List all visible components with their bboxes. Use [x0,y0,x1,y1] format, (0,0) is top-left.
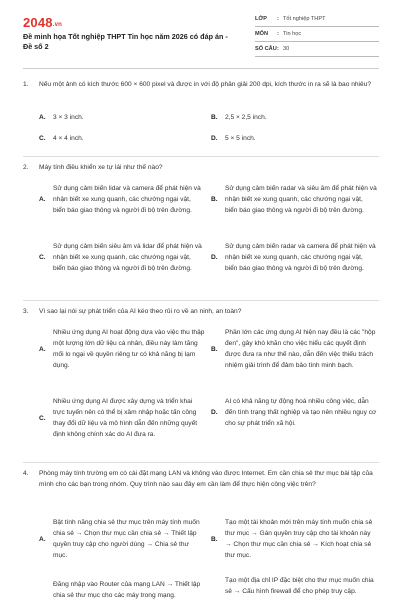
logo-main: 2048 [23,15,53,30]
question-text: Vì sao lại nói sự phát triển của AI kéo theo rủi ro về an ninh, an toàn? [39,308,242,315]
question-text: Nếu một ảnh có kích thước 600 × 600 pixel và được in với độ phân giải 200 dpi, kích thước in ra sẽ là bao nhiêu? [39,81,372,88]
logo-suffix: .vn [52,22,63,28]
option-1a[interactable] [39,113,199,124]
meta-subject-value: Tin học [283,31,302,38]
option-letter: B. [211,114,218,122]
question-number: 4. [23,470,29,477]
question-text: Máy tính điều khiển xe tự lái như thế nào? [39,164,163,171]
meta-sep: : [277,46,279,53]
option-letter: C. [39,254,46,262]
option-letter: B. [211,535,218,543]
option-text: Phần lớn các ứng dụng AI hiện nay đều là các "hộp đen", gây khó khăn cho việc hiểu các quyết định được đưa ra như thế nào, dẫn đến việc thiếu trách nhiệm giải trình để đảm bảo tính minh bạch. [225,329,376,369]
option-4b[interactable] [211,518,381,562]
option-text: Tạo một tài khoản mới trên máy tính muốn chia sẻ thư mục → Gán quyền truy cập cho tài khoản này → Chọn thư mục cần chia sẻ → Kích hoạt chia sẻ thư mục. [225,519,373,559]
option-2a[interactable] [39,184,209,217]
question-divider [23,462,379,463]
option-text: 4 × 4 inch. [53,135,84,142]
meta-count-key: SỐ CÂU [255,46,277,53]
option-3c[interactable] [39,397,209,441]
option-text: 2,5 × 2,5 inch. [225,114,267,121]
page-title: Đề minh họa Tốt nghiệp THPT Tin học năm 2026 có đáp án - Đề số 2 [23,32,228,52]
option-letter: C. [39,135,46,143]
meta-class-key: LỚP [255,16,267,23]
meta-class-value: Tốt nghiệp THPT [283,16,326,23]
option-text: Tạo một địa chỉ IP đặc biệt cho thư mục muốn chia sẻ → Cấu hình firewall để cho phép truy cập. [225,577,374,595]
option-text: 3 × 3 inch. [53,114,84,121]
question-number: 3. [23,308,29,315]
option-text: Nhiều ứng dụng AI hoạt động dựa vào việc thu thập một lượng lớn dữ liệu cá nhân, điều này làm tăng mối lo ngại về quyền riêng tư có khả năng bị lạm dụng. [53,329,205,369]
option-letter: A. [39,345,46,353]
question-divider [23,300,379,301]
option-text: Nhiều ứng dụng AI được xây dựng và triển khai trực tuyến nên có thể bị xâm nhập hoặc tấn công thay đổi dữ liệu và mô hình dẫn đến những quyết định không chính xác do AI đưa ra. [53,398,198,438]
option-letter: A. [39,114,46,122]
option-text: Bật tính năng chia sẻ thư mục trên máy tính muốn chia sẻ → Chọn thư mục cần chia sẻ → Thiết lập quyền truy cập cho người dùng → Chia sẻ thư mục. [53,519,200,559]
option-4d[interactable] [211,576,381,598]
meta-sep: : [277,16,279,23]
option-text: Đăng nhập vào Router của mạng LAN → Thiết lập chia sẻ thư mục cho các máy trong mạng. [53,581,201,599]
option-1c[interactable] [39,134,199,145]
question-number: 1. [23,81,29,88]
option-3b[interactable] [211,328,381,372]
option-3a[interactable] [39,328,209,372]
option-text: Sử dụng cảm biến radar và siêu âm để phát hiện và nhận biết xe xung quanh, các chướng ngại vật, biển báo giao thông và người đi bộ trên đường. [225,185,377,214]
option-letter: C. [39,414,46,422]
option-1b[interactable] [211,113,371,124]
option-letter: A. [39,535,46,543]
option-2d[interactable] [211,242,381,275]
meta-count-row [255,42,379,57]
question-number: 2. [23,164,29,171]
option-text: Sử dụng cảm biến siêu âm và lidar để phát hiện và nhận biết xe xung quanh, các chướng ngại vật, biển báo giao thông và người đi bộ trên đường. [53,243,202,272]
option-letter: D. [211,254,218,262]
meta-count-value: 30 [283,46,290,53]
option-text: 5 × 5 inch. [225,135,256,142]
question-divider [23,156,379,157]
meta-sep: : [277,31,279,38]
option-text: Sử dụng cảm biến lidar và camera để phát hiện và nhận biết xe xung quanh, các chướng ngại vật, biển báo giao thông và người đi bộ trên đường. [53,185,201,214]
meta-class-row [255,12,379,27]
site-logo[interactable] [23,13,62,33]
meta-subject-row [255,27,379,42]
option-2c[interactable] [39,242,209,275]
option-letter: D. [211,409,218,417]
question-3 [23,307,379,318]
option-letter: D. [211,135,218,143]
meta-subject-key: MÔN [255,31,269,38]
question-4 [23,469,379,490]
option-letter: B. [211,345,218,353]
option-4c[interactable] [39,580,209,602]
header-divider [23,68,379,69]
option-2b[interactable] [211,184,381,217]
option-letter: A. [39,196,46,204]
question-text: Phòng máy tính trường em có cài đặt mạng LAN và không vào được Internet. Em cần chia sẻ thư mục bài tập của mình cho các bạn trong nhóm. Quy trình nào sau đây em cần làm để thực hiện công việc trên? [39,470,373,488]
option-3d[interactable] [211,397,381,430]
option-text: Sử dụng cảm biến radar và camera để phát hiện và nhận biết xe xung quanh, các chướng ngại vật, biển báo giao thông và người đi bộ trên đường. [225,243,376,272]
exam-meta [255,12,379,57]
option-4a[interactable] [39,518,209,562]
option-1d[interactable] [211,134,371,145]
question-2 [23,163,379,174]
exam-header [23,8,379,62]
option-letter: B. [211,196,218,204]
question-1 [23,80,379,91]
option-text: AI có khả năng tự động hoá nhiều công việc, dẫn đến tình trạng thất nghiệp và tạo nên nhiều nguy cơ cho sự phát triển xã hội. [225,398,377,427]
